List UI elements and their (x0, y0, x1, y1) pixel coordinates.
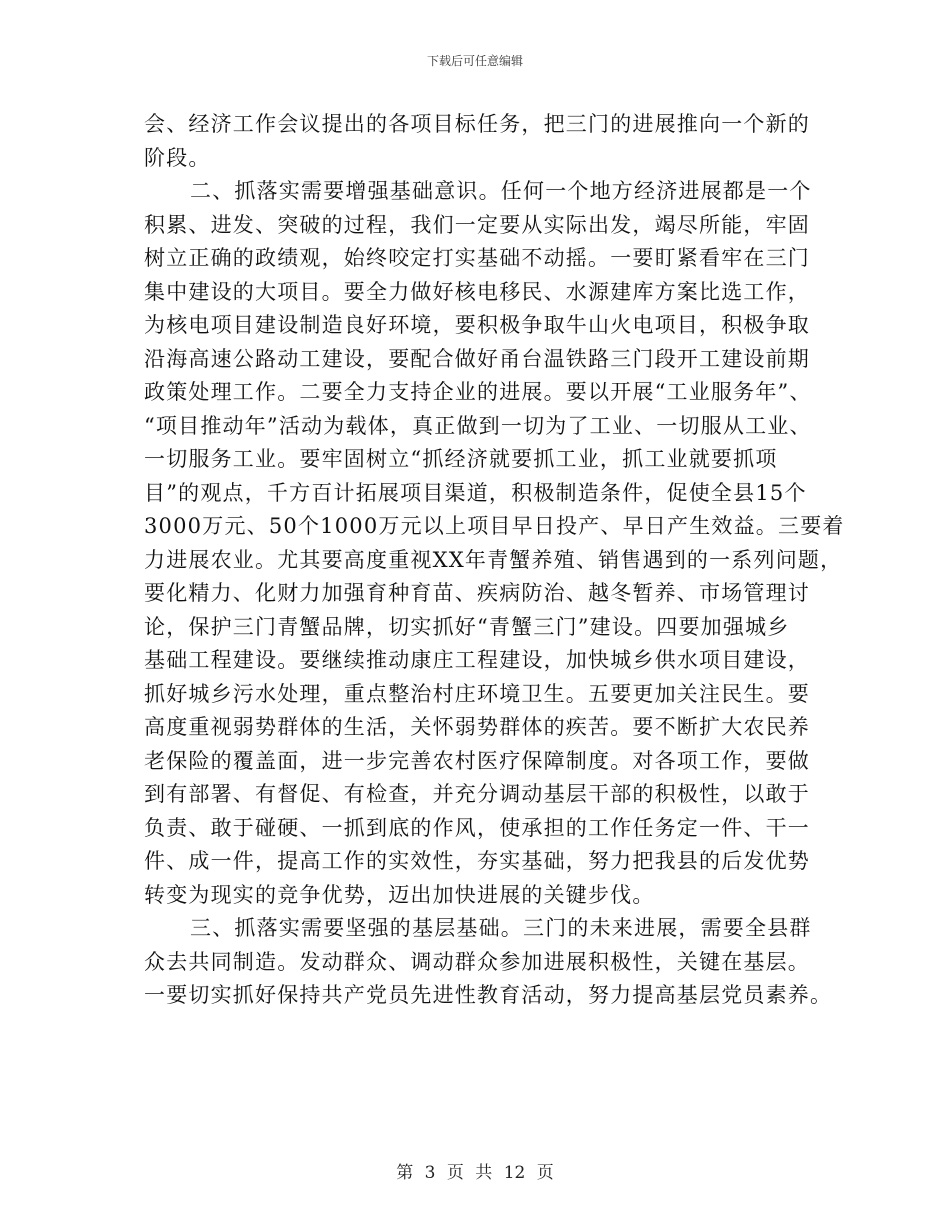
section-heading-line: 三、抓落实需要坚强的基层基础。三门的未来进展，需要全县群 (190, 916, 812, 940)
page-header: 下载后可任意编辑 (426, 54, 523, 68)
text-line: 积累、进发、突破的过程，我们一定要从实际出发，竭尽所能，牢固 (144, 212, 810, 237)
text-line: 负责、敢于碰硬、一抓到底的作风，使承担的工作任务定一件、干一 (144, 815, 810, 840)
text-line: 老保险的覆盖面，进一步完善农村医疗保障制度。对各项工作，要做 (144, 748, 810, 773)
text-line: 一切服务工业。要牢固树立“抓经济就要抓工业，抓工业就要抓项 (144, 447, 778, 471)
text-line: 为核电项目建设制造良好环境，要积极争取牛山火电项目，积极争取 (144, 313, 810, 337)
text-line: 阶段。 (144, 145, 211, 170)
text-line: 政策处理工作。二要全力支持企业的进展。要以开展“工业服务年”、 (144, 380, 812, 404)
text-line: 一要切实抓好保持共产党员先进性教育活动，努力提高基层党员素养。 (144, 983, 833, 1007)
text-line: 要化精力、化财力加强育种育苗、疾病防治、越冬暂养、市场管理讨 (144, 581, 810, 605)
text-line: 件、成一件，提高工作的实效性，夯实基础，努力把我县的后发优势 (144, 849, 810, 873)
text-line: 集中建设的大项目。要全力做好核电移民、水源建库方案比选工作， (144, 279, 810, 304)
text-line: 沿海高速公路动工建设，要配合做好甬台温铁路三门段开工建设前期 (144, 346, 810, 371)
text-line: 转变为现实的竞争优势，迈出加快进展的关键步伐。 (144, 882, 655, 907)
text-line: “项目推动年”活动为载体，真正做到一切为了工业、一切服从工业、 (144, 413, 812, 438)
text-line: 高度重视弱势群体的生活，关怀弱势群体的疾苦。要不断扩大农民养 (144, 715, 810, 739)
section-heading-line: 二、抓落实需要增强基础意识。任何一个地方经济进展都是一个 (190, 179, 812, 203)
text-line: 论，保护三门青蟹品牌，切实抓好“青蟹三门”建设。四要加强城乡 (144, 614, 790, 639)
text-line: 基础工程建设。要继续推动康庄工程建设，加快城乡供水项目建设， (144, 648, 810, 672)
text-line: 众去共同制造。发动群众、调动群众参加进展积极性，关键在基层。 (144, 949, 810, 974)
text-line: 树立正确的政绩观，始终咬定打实基础不动摇。一要盯紧看牢在三门 (144, 246, 810, 270)
text-line: 目”的观点，千方百计拓展项目渠道，积极制造条件，促使全县15个 (144, 480, 807, 505)
document-body (144, 108, 845, 1013)
text-line: 抓好城乡污水处理，重点整治村庄环境卫生。五要更加关注民生。要 (144, 681, 810, 706)
text-line: 力进展农业。尤其要高度重视XX年青蟹养殖、销售遇到的一系列问题， (144, 547, 843, 572)
page-number-footer: 第 3 页 共 12 页 (396, 1163, 554, 1183)
text-line: 会、经济工作会议提出的各项目标任务，把三门的进展推向一个新的 (144, 112, 810, 136)
text-line: 3000万元、50个1000万元以上项目早日投产、早日产生效益。三要着 (144, 514, 845, 538)
text-line: 到有部署、有督促、有检查，并充分调动基层干部的积极性，以敢于 (144, 782, 810, 806)
